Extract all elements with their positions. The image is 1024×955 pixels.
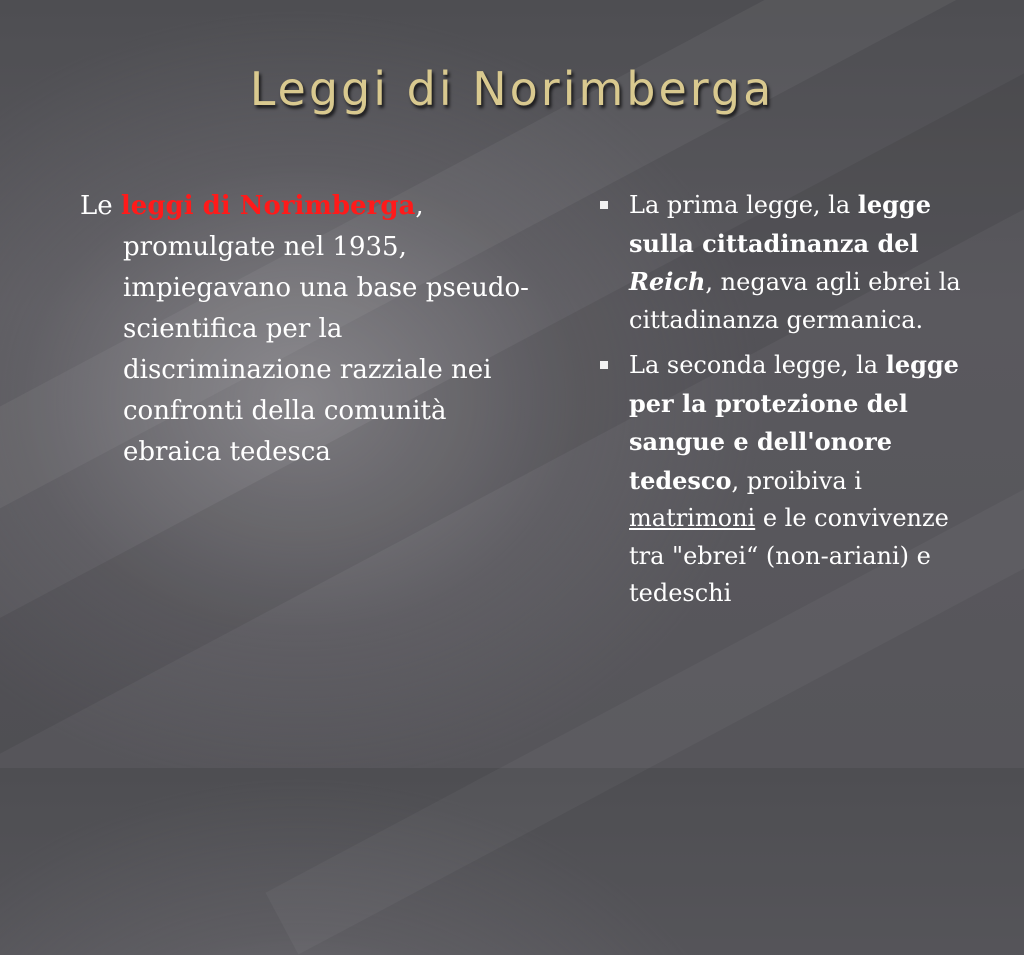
bullet-item-second-law (598, 346, 978, 613)
bullet-text: La prima legge, la (629, 191, 858, 219)
bullet-bold-italic-text: Reich (629, 267, 706, 296)
bullet-item-first-law (598, 186, 978, 339)
square-bullet-icon (600, 201, 608, 209)
bullet-text: La seconda legge, la (629, 351, 886, 379)
matrimoni-link[interactable]: matrimoni (629, 504, 756, 532)
bullet-list (598, 186, 978, 620)
highlight-term: leggi di Norimberga (120, 191, 416, 221)
bullet-bold-text: legge per la protezione del sangue e dell'onore tedesco (629, 350, 959, 495)
paragraph-prefix: Le (80, 191, 121, 221)
bullet-bold-text: legge sulla cittadinanza del (629, 190, 931, 258)
paragraph-comma: , (415, 191, 424, 221)
left-paragraph (80, 186, 553, 473)
slide-title: Leggi di Norimberga (249, 62, 775, 116)
paragraph-body: promulgate nel 1935, impiegavano una base pseudo-scientifica per la discriminazione razziale nei confronti della comunità ebraica tedesca (123, 232, 529, 467)
bullet-text: e le convivenze tra "ebrei“ (non-ariani) e tedeschi (629, 504, 949, 607)
square-bullet-icon (600, 361, 608, 369)
bullet-text: , negava agli ebrei la cittadinanza germanica. (629, 268, 961, 334)
bullet-text: , proibiva i (731, 466, 862, 495)
